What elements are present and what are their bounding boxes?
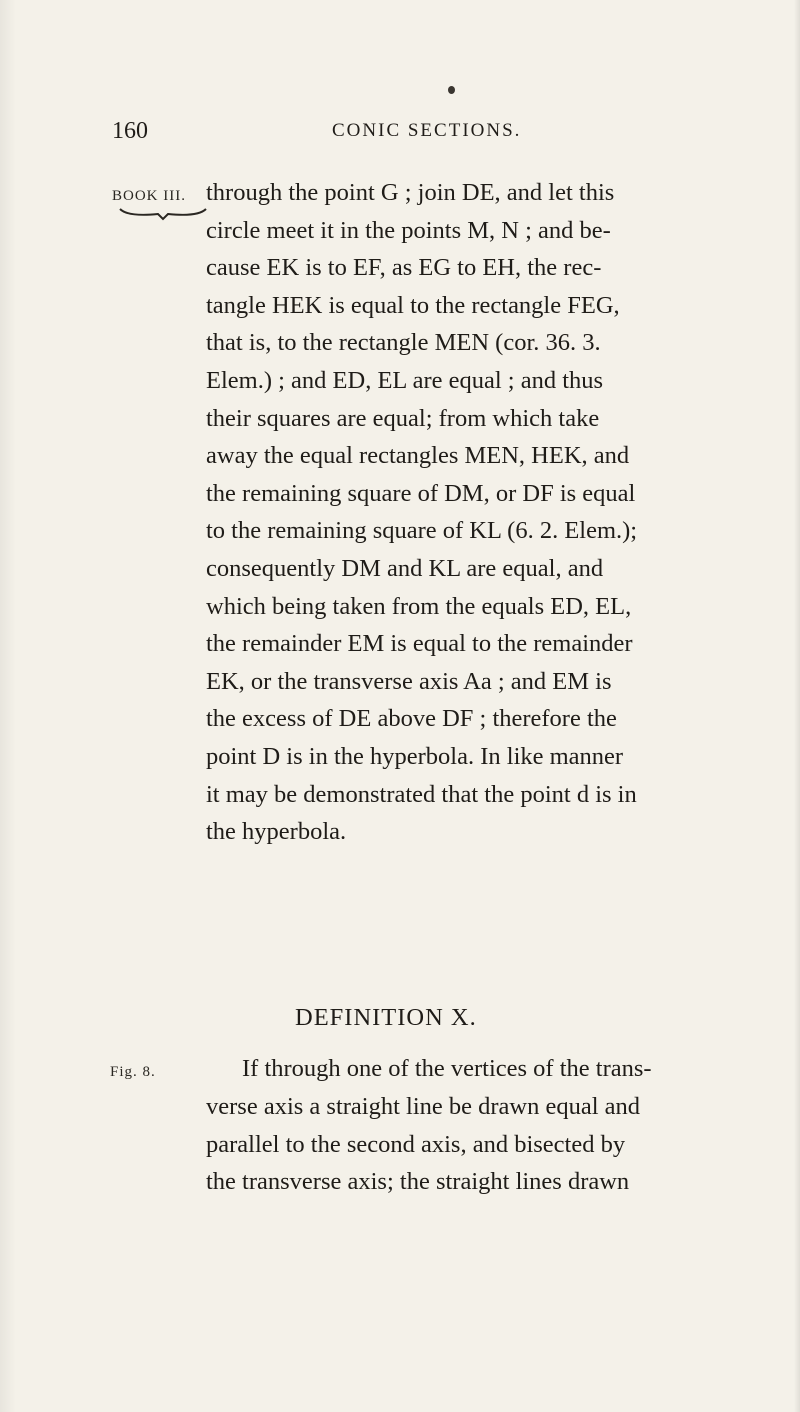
text-line: consequently DM and KL are equal, and [206,554,604,582]
text-line: EK, or the transverse axis Aa ; and EM is [206,667,612,695]
text-line: Elem.) ; and ED, EL are equal ; and thus [206,366,604,394]
text-line: which being taken from the equals ED, EL, [206,592,632,620]
definition-title: DEFINITION X. [295,1004,477,1031]
text-line: parallel to the second axis, and bisected by [206,1130,626,1158]
text-line: the hyperbola. [206,818,347,846]
text-line: verse axis a straight line be drawn equal and [206,1093,641,1120]
text-line: to the remaining square of KL (6. 2. Elem.); [206,517,638,545]
text-line: the transverse axis; the straight lines drawn [206,1168,630,1196]
paragraph-2-first-line [242,1050,768,1088]
brace-ornament [118,207,208,221]
text-line: If through one of the vertices of the trans- [242,1055,652,1082]
text-line: that is, to the rectangle MEN (cor. 36. 3. [206,329,601,357]
text-line: the excess of DE above DF ; therefore the [206,705,617,733]
page-edge-shadow [794,0,800,1412]
text-line: it may be demonstrated that the point d is in [206,780,637,808]
running-head: CONIC SECTIONS. [332,120,522,141]
page-header [0,118,800,148]
margin-figure-label: Fig. 8. [110,1064,156,1080]
text-line: circle meet it in the points M, N ; and be- [206,216,611,244]
text-line: point D is in the hyperbola. In like manner [206,742,624,770]
text-line: their squares are equal; from which take [206,404,600,432]
text-line: away the equal rectangles MEN, HEK, and [206,442,630,470]
text-line: the remainder EM is equal to the remainder [206,630,633,658]
text-line: tangle HEK is equal to the rectangle FEG, [206,291,620,319]
text-line: cause EK is to EF, as EG to EH, the rec- [206,254,602,282]
margin-book-label: BOOK III. [112,188,186,204]
text-line: through the point G ; join DE, and let this [206,179,615,206]
page-gutter-shadow [0,0,16,1412]
page-number: 160 [112,118,148,144]
paragraph-1 [206,174,768,851]
paragraph-2 [206,1088,768,1201]
ink-dot [448,86,455,94]
text-line: the remaining square of DM, or DF is equal [206,479,636,507]
